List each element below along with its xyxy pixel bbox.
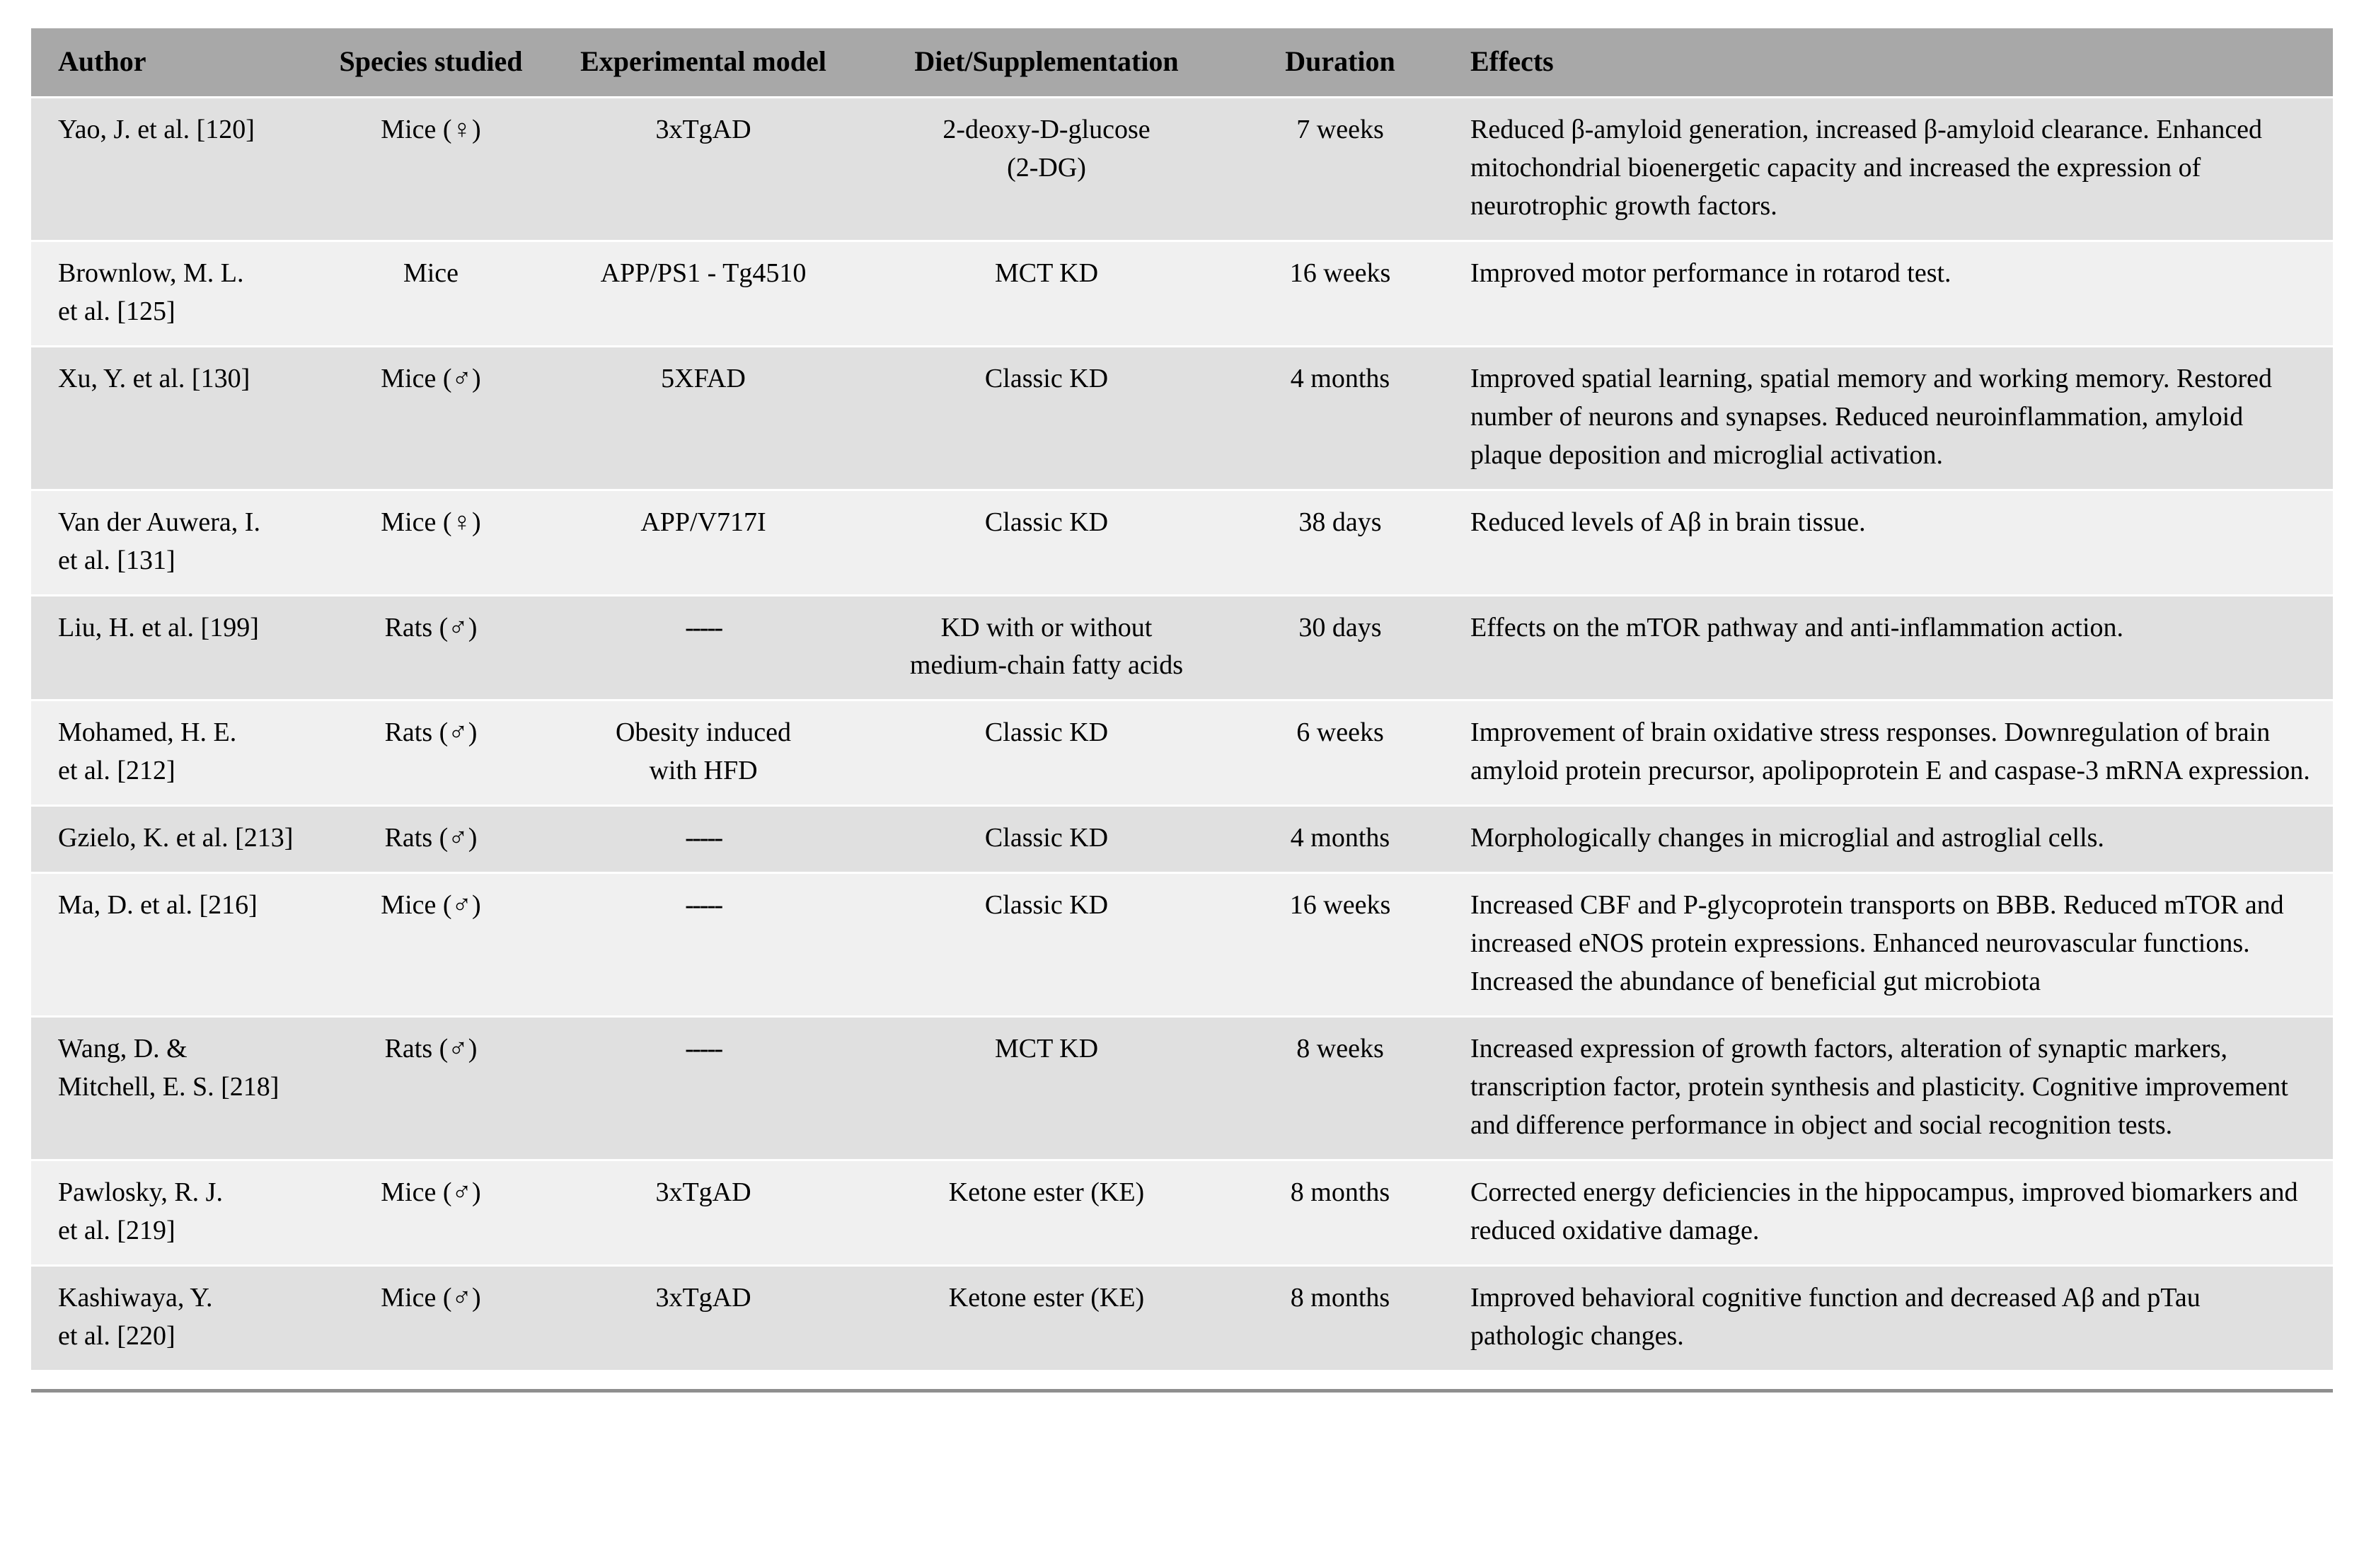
cell-author: Van der Auwera, I. et al. [131]: [31, 490, 314, 595]
cell-species: Mice (♂): [314, 1160, 548, 1266]
cell-effects: Reduced β-amyloid generation, increased β-amyloid clearance. Enhanced mitochondrial bioenergetic capacity and increased the expression of neurotrophic growth factors.: [1446, 98, 2333, 241]
cell-species: Rats (♂): [314, 806, 548, 873]
cell-effects: Effects on the mTOR pathway and anti-inflammation action.: [1446, 595, 2333, 701]
cell-diet: KD with or without medium-chain fatty acids: [859, 595, 1234, 701]
table-row: [31, 1160, 2333, 1266]
cell-model: APP/V717I: [548, 490, 859, 595]
cell-model: 5XFAD: [548, 346, 859, 490]
table-row: [31, 346, 2333, 490]
cell-effects: Corrected energy deficiencies in the hippocampus, improved biomarkers and reduced oxidative damage.: [1446, 1160, 2333, 1266]
cell-diet: Ketone ester (KE): [859, 1160, 1234, 1266]
column-header-diet: Diet/Supplementation: [859, 28, 1234, 98]
table-row: [31, 241, 2333, 346]
cell-diet: Classic KD: [859, 701, 1234, 806]
cell-author: Brownlow, M. L. et al. [125]: [31, 241, 314, 346]
cell-diet: 2-deoxy-D-glucose (2-DG): [859, 98, 1234, 241]
cell-species: Mice (♀): [314, 490, 548, 595]
table-header-row: [31, 28, 2333, 98]
cell-diet: MCT KD: [859, 241, 1234, 346]
cell-duration: 16 weeks: [1234, 241, 1446, 346]
studies-table-container: [31, 28, 2333, 1372]
cell-species: Mice (♀): [314, 98, 548, 241]
table-row: [31, 595, 2333, 701]
table-row: [31, 98, 2333, 241]
cell-duration: 8 weeks: [1234, 1017, 1446, 1160]
table-bottom-rule: [31, 1389, 2333, 1393]
cell-diet: Classic KD: [859, 806, 1234, 873]
table-row: [31, 701, 2333, 806]
cell-effects: Improved spatial learning, spatial memory and working memory. Restored number of neurons and synapses. Reduced neuroinflammation, amyloid plaque deposition and microglial activation.: [1446, 346, 2333, 490]
table-row: [31, 1265, 2333, 1371]
cell-author: Ma, D. et al. [216]: [31, 873, 314, 1017]
cell-diet: Classic KD: [859, 346, 1234, 490]
cell-effects: Improved motor performance in rotarod test.: [1446, 241, 2333, 346]
cell-model: 3xTgAD: [548, 1265, 859, 1371]
cell-species: Rats (♂): [314, 595, 548, 701]
column-header-effects: Effects: [1446, 28, 2333, 98]
cell-duration: 7 weeks: [1234, 98, 1446, 241]
cell-model: -----: [548, 806, 859, 873]
cell-species: Mice (♂): [314, 346, 548, 490]
cell-author: Mohamed, H. E. et al. [212]: [31, 701, 314, 806]
cell-effects: Reduced levels of Aβ in brain tissue.: [1446, 490, 2333, 595]
cell-diet: Classic KD: [859, 873, 1234, 1017]
cell-author: Wang, D. & Mitchell, E. S. [218]: [31, 1017, 314, 1160]
cell-duration: 4 months: [1234, 346, 1446, 490]
table-header: [31, 28, 2333, 98]
cell-effects: Increased expression of growth factors, alteration of synaptic markers, transcription factor, protein synthesis and plasticity. Cognitive improvement and difference performance in object and social recognition tests.: [1446, 1017, 2333, 1160]
column-header-author: Author: [31, 28, 314, 98]
cell-duration: 38 days: [1234, 490, 1446, 595]
cell-model: 3xTgAD: [548, 98, 859, 241]
cell-species: Mice (♂): [314, 873, 548, 1017]
table-row: [31, 490, 2333, 595]
cell-duration: 8 months: [1234, 1160, 1446, 1266]
cell-model: 3xTgAD: [548, 1160, 859, 1266]
cell-effects: Increased CBF and P-glycoprotein transports on BBB. Reduced mTOR and increased eNOS protein expressions. Enhanced neurovascular functions. Increased the abundance of beneficial gut microbiota: [1446, 873, 2333, 1017]
cell-duration: 6 weeks: [1234, 701, 1446, 806]
cell-model: Obesity induced with HFD: [548, 701, 859, 806]
cell-author: Kashiwaya, Y. et al. [220]: [31, 1265, 314, 1371]
cell-diet: Classic KD: [859, 490, 1234, 595]
table-row: [31, 1017, 2333, 1160]
table-row: [31, 806, 2333, 873]
column-header-model: Experimental model: [548, 28, 859, 98]
cell-species: Mice (♂): [314, 1265, 548, 1371]
cell-duration: 8 months: [1234, 1265, 1446, 1371]
cell-author: Liu, H. et al. [199]: [31, 595, 314, 701]
cell-diet: MCT KD: [859, 1017, 1234, 1160]
cell-model: -----: [548, 873, 859, 1017]
cell-author: Xu, Y. et al. [130]: [31, 346, 314, 490]
cell-author: Pawlosky, R. J. et al. [219]: [31, 1160, 314, 1266]
cell-model: -----: [548, 1017, 859, 1160]
cell-species: Mice: [314, 241, 548, 346]
cell-duration: 4 months: [1234, 806, 1446, 873]
column-header-duration: Duration: [1234, 28, 1446, 98]
table-body: [31, 98, 2333, 1371]
cell-duration: 30 days: [1234, 595, 1446, 701]
cell-effects: Improvement of brain oxidative stress responses. Downregulation of brain amyloid protein precursor, apolipoprotein E and caspase-3 mRNA expression.: [1446, 701, 2333, 806]
cell-model: APP/PS1 - Tg4510: [548, 241, 859, 346]
cell-author: Gzielo, K. et al. [213]: [31, 806, 314, 873]
cell-duration: 16 weeks: [1234, 873, 1446, 1017]
studies-table: [31, 28, 2333, 1372]
cell-species: Rats (♂): [314, 701, 548, 806]
cell-diet: Ketone ester (KE): [859, 1265, 1234, 1371]
cell-effects: Improved behavioral cognitive function and decreased Aβ and pTau pathologic changes.: [1446, 1265, 2333, 1371]
table-row: [31, 873, 2333, 1017]
column-header-species: Species studied: [314, 28, 548, 98]
cell-model: -----: [548, 595, 859, 701]
cell-effects: Morphologically changes in microglial and astroglial cells.: [1446, 806, 2333, 873]
cell-author: Yao, J. et al. [120]: [31, 98, 314, 241]
cell-species: Rats (♂): [314, 1017, 548, 1160]
